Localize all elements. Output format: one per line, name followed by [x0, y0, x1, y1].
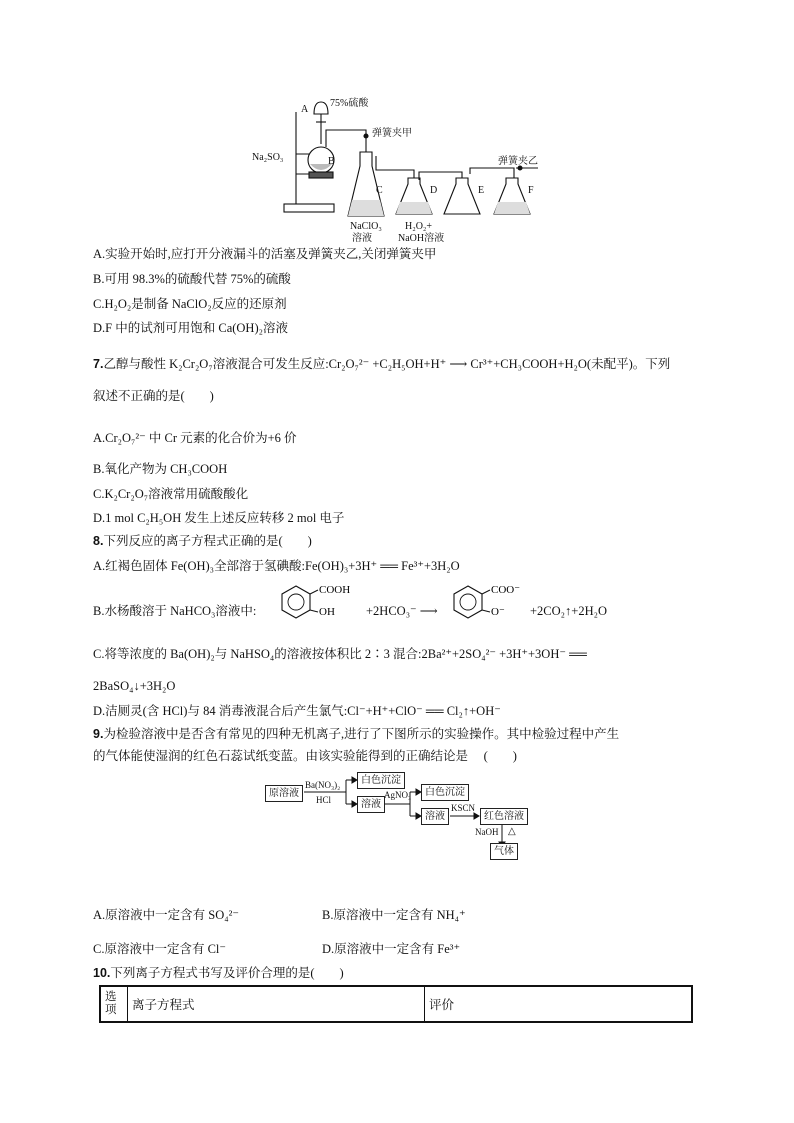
q6-option-b: B.可用 98.3%的硫酸代替 75%的硫酸 [93, 272, 291, 286]
q10-stem [93, 965, 344, 981]
label-c: C [376, 185, 383, 196]
label-a: A [301, 104, 309, 115]
label-e: E [478, 185, 485, 196]
label-na2so3: Na₂SO₃ [252, 152, 284, 163]
label-h2o2-naoh: NaOH溶液 [398, 233, 445, 244]
flow-white-precipitate-1: 白色沉淀 [357, 772, 405, 789]
flow-gas: 气体 [490, 843, 518, 860]
flow-reagent-kscn: KSCN [451, 803, 476, 813]
table-row [100, 986, 692, 1022]
apparatus-diagram [248, 92, 548, 244]
q8-option-c-line2: 2BaSO₄↓+3H₂O [93, 679, 176, 693]
flow-white-precipitate-2: 白色沉淀 [421, 784, 469, 801]
salicylic-oh-label: OH [319, 606, 335, 618]
q7-option-d: D.1 mol C₂H₅OH 发生上述反应转移 2 mol 电子 [93, 511, 345, 525]
q10-stem-text: 下列离子方程式书写及评价合理的是( ) [110, 966, 344, 980]
q8-number: 8. [93, 534, 104, 548]
q6-option-c: C.H₂O₂是制备 NaClO₂反应的还原剂 [93, 297, 287, 311]
table-header-evaluation: 评价 [425, 986, 693, 1022]
salicylic-acid-structure [276, 582, 366, 624]
q9-option-d: D.原溶液中一定含有 Fe³⁺ [322, 942, 461, 956]
q10-table [99, 985, 693, 1023]
q7-number: 7. [93, 357, 104, 371]
q10-number: 10. [93, 966, 111, 980]
q9-option-a: A.原溶液中一定含有 SO₄²⁻ [93, 908, 239, 922]
flow-original-solution: 原溶液 [265, 785, 303, 802]
q7-option-b: B.氧化产物为 CH₃COOH [93, 462, 228, 476]
salicylate-coo-label: COO⁻ [491, 584, 521, 596]
q8-option-b-prefix: B.水杨酸溶于 NaHCO₃溶液中: [93, 604, 257, 618]
q8-option-b-suffix: +2CO₂↑+2H₂O [530, 604, 607, 618]
salicylate-structure [448, 582, 532, 624]
flow-reagent-hcl: HCl [316, 795, 332, 805]
q7-option-a: A.Cr₂O₇²⁻ 中 Cr 元素的化合价为+6 价 [93, 431, 297, 445]
flow-red-solution: 红色溶液 [480, 808, 528, 825]
q9-option-c: C.原溶液中一定含有 Cl⁻ [93, 942, 226, 956]
label-naclo3-sol: 溶液 [352, 233, 372, 244]
q9-option-b: B.原溶液中一定含有 NH₄⁺ [322, 908, 466, 922]
q8-option-c-line1: C.将等浓度的 Ba(OH)₂与 NaHSO₄的溶液按体积比 2∶3 混合:2Ba²⁺+2SO₄²⁻ +3H⁺+3OH⁻ ══ [93, 647, 587, 661]
q7-stem-text: 乙醇与酸性 K₂Cr₂O₇溶液混合可发生反应:Cr₂O₇²⁻ +C₂H₅OH+H⁺ ⟶ Cr³⁺+CH₃COOH+H₂O(未配平)。下列 [103, 357, 671, 371]
label-d: D [430, 185, 438, 196]
q6-option-d: D.F 中的试剂可用饱和 Ca(OH)₂溶液 [93, 321, 288, 335]
separatory-funnel [314, 102, 328, 114]
label-b: B [328, 156, 335, 167]
stand-base [284, 204, 334, 212]
q7-option-c: C.K₂Cr₂O₇溶液常用硫酸酸化 [93, 487, 249, 501]
flow-solution-1: 溶液 [357, 796, 385, 813]
q8-option-a: A.红褐色固体 Fe(OH)₃全部溶于氢碘酸:Fe(OH)₃+3H⁺ ══ Fe³⁺+3H₂O [93, 559, 460, 573]
flask-e [444, 178, 480, 214]
clip-jia [364, 134, 368, 138]
q8-option-d: D.洁厕灵(含 HCl)与 84 消毒液混合后产生氯气:Cl⁻+H⁺+ClO⁻ ══ Cl₂↑+OH⁻ [93, 704, 501, 718]
salicylic-cooh-label: COOH [319, 584, 351, 596]
q8-option-b-middle: +2HCO₃⁻ ⟶ [366, 604, 438, 618]
q9-stem-line1 [93, 726, 619, 742]
q7-stem-line1 [93, 356, 670, 372]
burner-plate [309, 172, 333, 178]
label-h2o2: H₂O₂+ [405, 221, 433, 232]
label-clip1: 弹簧夹甲 [372, 128, 412, 139]
q9-stem-line2: 的气体能使湿润的红色石蕊试纸变蓝。由该实验能得到的正确结论是 ( ) [93, 749, 517, 763]
q6-option-a: A.实验开始时,应打开分液漏斗的活塞及弹簧夹乙,关闭弹簧夹甲 [93, 247, 437, 261]
label-naclo3: NaClO₃ [350, 221, 382, 232]
table-header-option: 选项 [100, 986, 128, 1022]
label-f: F [528, 185, 534, 196]
flow-solution-2: 溶液 [421, 808, 449, 825]
label-clip2: 弹簧夹乙 [498, 156, 538, 167]
flow-heat-symbol: △ [508, 826, 516, 837]
q9-stem-text: 为检验溶液中是否含有常见的四种无机离子,进行了下图所示的实验操作。其中检验过程中产生 [103, 727, 620, 741]
q8-stem [93, 533, 312, 549]
label-acid: 75%硫酸 [330, 98, 369, 109]
table-header-equation: 离子方程式 [128, 986, 425, 1022]
flow-reagent-agno3: AgNO₃ [384, 790, 412, 800]
q9-number: 9. [93, 727, 104, 741]
flow-reagent-bano3: Ba(NO₃)₂ [305, 780, 341, 790]
flow-reagent-naoh: NaOH [475, 827, 499, 837]
salicylate-o-label: O⁻ [491, 606, 505, 618]
q7-stem-line2: 叙述不正确的是( ) [93, 389, 214, 403]
q8-stem-text: 下列反应的离子方程式正确的是( ) [103, 534, 312, 548]
